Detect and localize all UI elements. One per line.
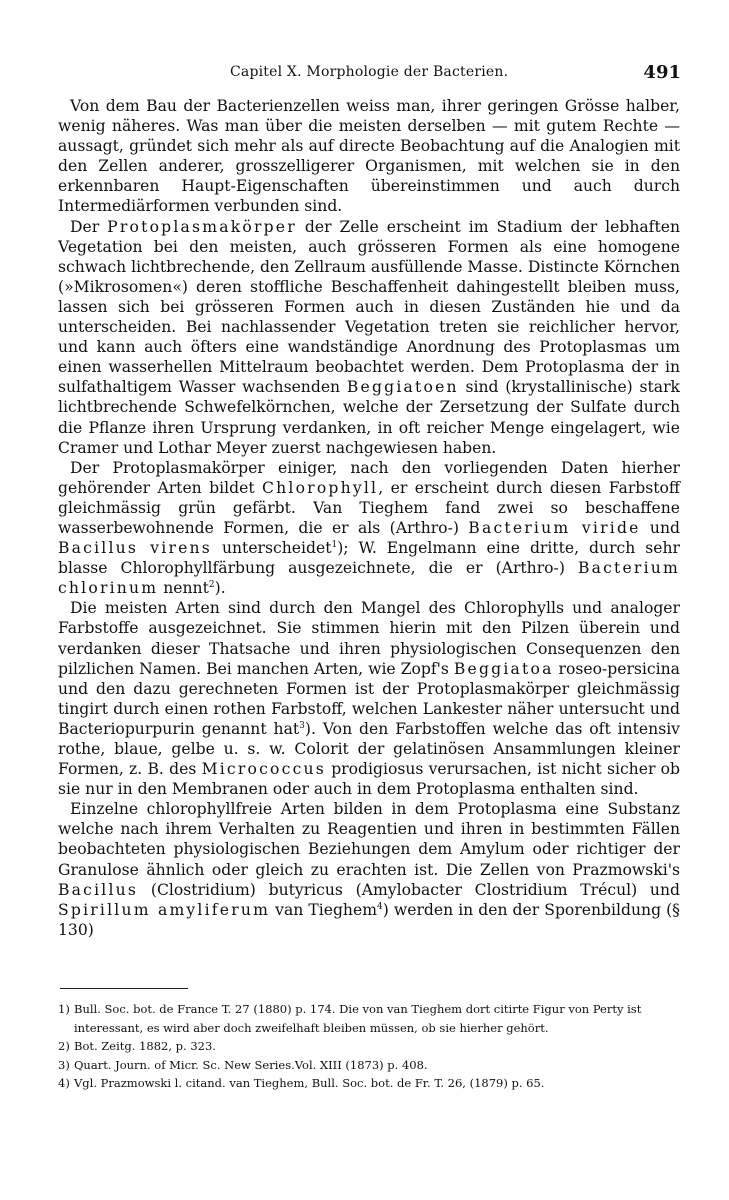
- text-run: Der: [70, 217, 108, 236]
- spaced-term: Beggiatoa: [453, 659, 554, 678]
- footnote-ref: 2: [208, 580, 215, 591]
- text-run: unterscheidet: [212, 539, 332, 558]
- footnote-1: [58, 1000, 680, 1037]
- spaced-term: Micrococcus: [201, 760, 326, 779]
- footnote-mark: 2): [58, 1039, 70, 1053]
- footnote-ref: 4: [377, 901, 383, 912]
- running-head: Capitel X. Morphologie der Bacterien.: [230, 64, 509, 80]
- footnote-2: [58, 1037, 680, 1056]
- spaced-term: Protoplasmakörper: [107, 217, 297, 236]
- text-run: Der Protoplasmakörper einiger, nach den vorliegenden Daten hierher gehörender Arten bildet: [58, 458, 680, 497]
- footnote-ref: 3: [299, 720, 305, 731]
- paragraph-5: [58, 799, 680, 940]
- footnote-ref: 1: [331, 539, 338, 550]
- footnote-mark: 4): [58, 1076, 70, 1090]
- body-text: [58, 96, 680, 940]
- text-run: sind (krystallinische) stark lichtbrechende Schwefelkörnchen, welche der Zersetzung der Sulfate durch die Pflanze ihren Ursprung verdanken, in oft reicher Menge eingelagert, wie Cramer und Lothar Meyer zuerst nachgewiesen haben.: [58, 378, 680, 457]
- paragraph-3: [58, 458, 680, 599]
- footnote-divider: [60, 988, 188, 989]
- paragraph-4: [58, 598, 680, 799]
- text-run: van Tieghem: [270, 900, 377, 919]
- footnote-3: [58, 1056, 680, 1075]
- spaced-term: Bacillus virens: [58, 539, 212, 558]
- text-run: ).: [214, 579, 226, 598]
- footnote-text: Quart. Journ. of Micr. Sc. New Series.Vol. XIII (1873) p. 408.: [74, 1057, 428, 1072]
- footnote-mark: 1): [58, 1002, 70, 1016]
- footnote-text: Bot. Zeitg. 1882, p. 323.: [74, 1039, 216, 1053]
- text-run: prodigiosus verursachen, ist nicht sicher ob sie nur in den Membranen oder auch in dem Protoplasma enthalten sind.: [58, 760, 681, 799]
- text-run: ); W. Engelmann eine dritte, durch sehr blasse Chlorophyllfärbung ausgezeichnete, die er (Arthro-): [58, 539, 681, 578]
- text-run: und: [640, 518, 680, 537]
- paragraph-2: [58, 217, 680, 458]
- spaced-term: Bacterium chlorinum: [58, 559, 680, 598]
- paragraph-1: Von dem Bau der Bacterienzellen weiss man, ihrer geringen Grösse halber, wenig näheres. Was man über die meisten derselben — mit gutem Rechte — aussagt, gründet sich mehr als auf directe Beobachtung auf die Analogien mit den Zellen anderer, grosszelligerer Organismen, mit welchen sie in den erkennbaren Haupt-Eigenschaften übereinstimmen und auch durch Intermediärformen verbunden sind.: [58, 97, 680, 216]
- spaced-term: Chlorophyll: [262, 478, 379, 497]
- text-run: ). Von den Farbstoffen welche das oft intensiv rothe, blaue, gelbe u. s. w. Colorit der gelatinösen Ansammlungen kleiner Formen, z. B. des: [58, 719, 680, 779]
- footnote-text: Bull. Soc. bot. de France T. 27 (1880) p. 174. Die von van Tieghem dort citirte Figur von Perty ist interessant, es wird aber doch zweifelhaft bleiben müssen, ob sie hierher gehört.: [74, 1002, 642, 1035]
- footnote-4: [58, 1074, 680, 1093]
- spaced-term: Bacillus: [58, 880, 139, 899]
- footnote-mark: 3): [58, 1057, 70, 1072]
- text-run: nennt: [158, 579, 209, 598]
- spaced-term: Bacterium viride: [468, 518, 641, 537]
- text-run: ) werden in den der Sporenbildung (§ 130): [58, 900, 680, 939]
- footnote-text: Vgl. Prazmowski l. citand. van Tieghem, Bull. Soc. bot. de Fr. T. 26, (1879) p. 65.: [74, 1076, 545, 1090]
- text-run: Einzelne chlorophyllfreie Arten bilden in dem Protoplasma eine Substanz welche nach ihrem Verhalten zu Reagentien und ihren in bestimmten Fällen beobachteten physiologischen Beziehungen dem Amylum oder richtiger der Granulose ähnlich oder gleich zu erachten ist. Die Zellen von Prazmowski's: [58, 800, 680, 879]
- page-header: [60, 62, 681, 86]
- page-number: 491: [643, 62, 681, 83]
- spaced-term: Spirillum amyliferum: [58, 900, 271, 919]
- text-run: Die meisten Arten sind durch den Mangel des Chlorophylls und analoger Farbstoffe ausgezeichnet. Sie stimmen hierin mit den Pilzen überein und verdanken dieser Thatsache und ihren physiologischen Consequenzen den pilzlichen Namen. Bei manchen Arten, wie Zopf's: [58, 599, 680, 678]
- spaced-term: Beggiatoen: [346, 378, 459, 397]
- footnotes: [58, 1000, 680, 1093]
- text-run: , er erscheint durch diesen Farbstoff gleichmässig grün gefärbt. Van Tieghem fand zwei so beschaffene wasserbewohnende Formen, die er als (Arthro-): [58, 478, 680, 537]
- text-run: (Clostridium) butyricus (Amylobacter Clostridium Trécul) und: [138, 880, 680, 899]
- text-run: der Zelle erscheint im Stadium der lebhaften Vegetation bei den meisten, auch grösseren Formen als eine homogene schwach lichtbrechende, den Zellraum ausfüllende Masse. Distincte Körnchen (»Mikrosomen«) deren stoffliche Beschaffenheit dahingestellt bleiben muss, lassen sich bei grösseren Formen auch in diesen Zuständen hie und da unterscheiden. Bei nachlassender Vegetation treten sie reichlicher hervor, und kann auch öfters eine wandständige Anordnung des Protoplasmas um einen wasserhellen Mittelraum beobachtet werden. Dem Protoplasma der in sulfathaltigem Wasser wachsenden: [58, 217, 680, 397]
- text-run: roseo-persicina und den dazu gerechneten Formen ist der Protoplasmakörper gleichmässig tingirt durch einen rothen Farbstoff, welchen Lankester näher untersucht und Bacteriopurpurin genannt hat: [58, 659, 680, 738]
